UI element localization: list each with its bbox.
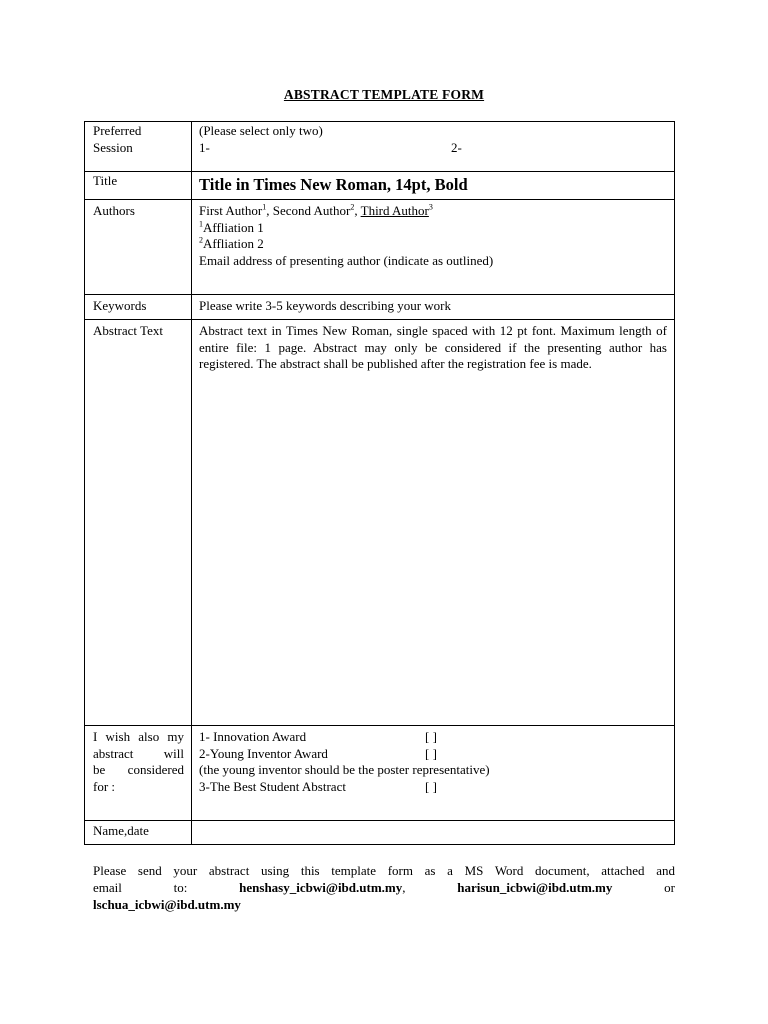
affiliation-1-text: Affliation 1 bbox=[203, 219, 264, 235]
contact-email-1[interactable]: henshasy_icbwi@ibd.utm.my bbox=[239, 880, 403, 895]
keywords-field[interactable] bbox=[192, 295, 675, 320]
presenting-author-email-note: Email address of presenting author (indicate as outlined) bbox=[199, 252, 494, 268]
session-instruction: (Please select only two) bbox=[199, 123, 323, 138]
preferred-session-row bbox=[85, 122, 675, 172]
instructions-to-word: to: bbox=[173, 880, 188, 895]
name-date-label-text: Name,date bbox=[93, 823, 149, 838]
authors-field[interactable] bbox=[192, 200, 675, 295]
name-date-row bbox=[85, 821, 675, 845]
instructions-line1: Please send your abstract using this template form as a MS Word document, attached and bbox=[93, 863, 675, 878]
instructions-or-word: or bbox=[664, 880, 675, 895]
preferred-session-label-line1: Preferred bbox=[93, 123, 142, 138]
third-author-sup: 3 bbox=[428, 202, 433, 212]
submission-instructions bbox=[93, 862, 675, 913]
award-label bbox=[85, 726, 192, 821]
contact-email-3[interactable]: lschua_icbwi@ibd.utm.my bbox=[93, 897, 241, 912]
affiliation-1-sup: 1 bbox=[199, 219, 203, 229]
title-value: Title in Times New Roman, 14pt, Bold bbox=[199, 175, 468, 194]
authors-row bbox=[85, 200, 675, 295]
name-date-field[interactable] bbox=[192, 821, 675, 845]
session-choice-2[interactable]: 2- bbox=[451, 139, 462, 155]
affiliation-2 bbox=[199, 236, 667, 253]
session-choices bbox=[199, 140, 667, 157]
contact-email-1-wrap bbox=[239, 879, 405, 896]
instructions-line2 bbox=[93, 879, 675, 896]
abstract-label bbox=[85, 320, 192, 726]
title-label: Title bbox=[85, 172, 192, 200]
name-date-label bbox=[85, 821, 192, 845]
email-comma: , bbox=[402, 880, 406, 895]
keywords-label-text: Keywords bbox=[93, 298, 147, 313]
contact-email-2[interactable]: harisun_icbwi@ibd.utm.my bbox=[457, 880, 613, 895]
award-label-line2: abstract will bbox=[93, 745, 184, 761]
abstract-form-table bbox=[84, 121, 675, 845]
authors-label-text: Authors bbox=[93, 203, 135, 218]
title-row bbox=[85, 172, 675, 200]
preferred-session-field[interactable] bbox=[192, 122, 675, 172]
affiliation-2-sup: 2 bbox=[199, 235, 203, 245]
title-field[interactable] bbox=[192, 172, 675, 200]
authors-label bbox=[85, 200, 192, 295]
award-option-best-student bbox=[199, 779, 667, 796]
innovation-award-label: 1- Innovation Award bbox=[199, 729, 307, 744]
author-separator: , bbox=[354, 203, 361, 218]
abstract-row bbox=[85, 320, 675, 726]
abstract-text: Abstract text in Times New Roman, single spaced with 12 pt font. Maximum length of entire file: 1 page. Abstract may only be considered if the presenting author has registered. The abstract shall be published after the registration fee is made. bbox=[199, 323, 667, 371]
abstract-field[interactable] bbox=[192, 320, 675, 726]
second-author-sup: 2 bbox=[350, 202, 355, 212]
award-label-line3: be considered bbox=[93, 762, 184, 777]
best-student-abstract-checkbox[interactable]: [ ] bbox=[425, 778, 437, 794]
document-title: ABSTRACT TEMPLATE FORM bbox=[283, 87, 485, 102]
affiliation-1 bbox=[199, 220, 667, 237]
session-choice-1[interactable]: 1- bbox=[199, 139, 210, 155]
first-author: First Author bbox=[199, 203, 263, 218]
instructions-email-word: email bbox=[93, 880, 122, 895]
author-names bbox=[199, 203, 667, 220]
first-author-sup: 1 bbox=[262, 202, 267, 212]
young-inventor-award-checkbox[interactable]: [ ] bbox=[425, 745, 437, 761]
keywords-row bbox=[85, 295, 675, 320]
young-inventor-note: (the young inventor should be the poster representative) bbox=[199, 762, 490, 777]
abstract-label-text: Abstract Text bbox=[93, 323, 163, 338]
young-inventor-award-label: 2-Young Inventor Award bbox=[199, 745, 328, 761]
award-field bbox=[192, 726, 675, 821]
award-option-young-inventor bbox=[199, 746, 667, 763]
second-author: , Second Author bbox=[266, 203, 351, 218]
preferred-session-label bbox=[85, 122, 192, 172]
innovation-award-checkbox[interactable]: [ ] bbox=[425, 729, 437, 744]
keywords-value: Please write 3-5 keywords describing your work bbox=[199, 298, 451, 313]
award-label-line4: for : bbox=[93, 778, 116, 794]
award-row bbox=[85, 726, 675, 821]
preferred-session-label-line2: Session bbox=[93, 139, 133, 155]
award-option-innovation bbox=[199, 729, 667, 746]
affiliation-2-text: Affliation 2 bbox=[203, 236, 264, 251]
award-label-line1: I wish also my bbox=[93, 729, 184, 744]
keywords-label bbox=[85, 295, 192, 320]
third-author: Third Author bbox=[360, 203, 429, 218]
best-student-abstract-label: 3-The Best Student Abstract bbox=[199, 778, 346, 794]
